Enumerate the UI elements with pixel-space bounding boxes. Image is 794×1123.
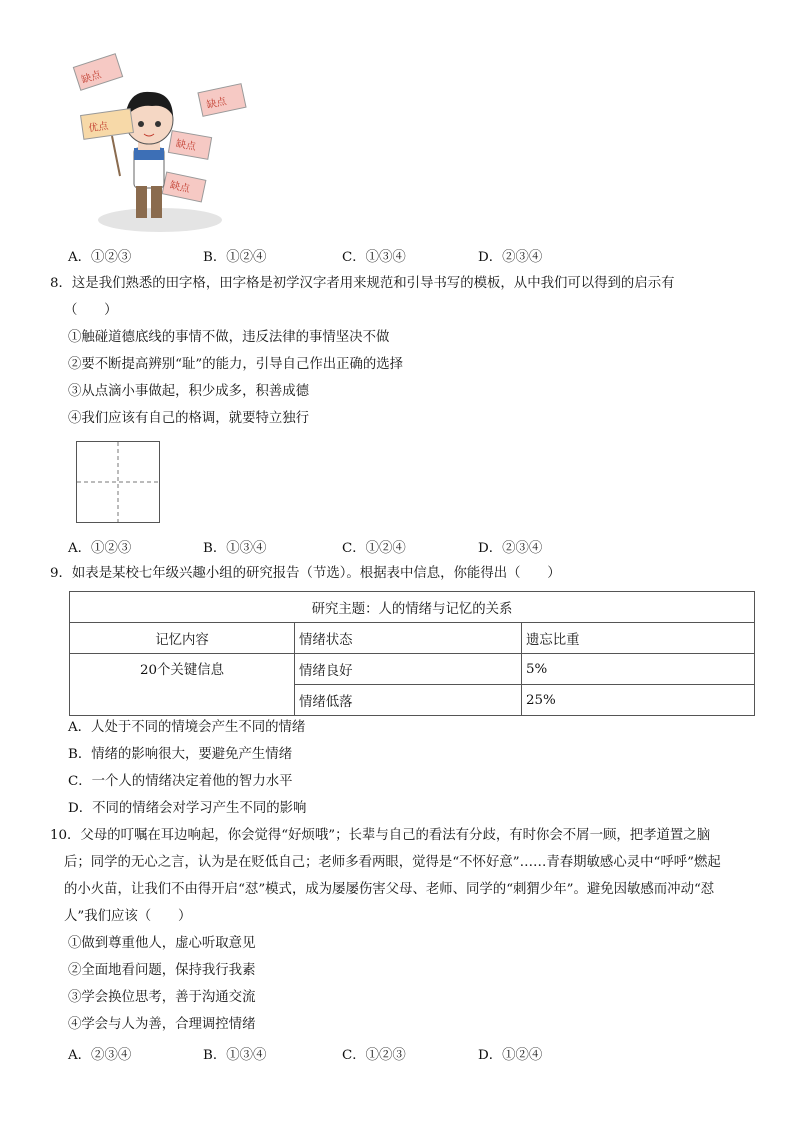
header-memory-content: 记忆内容 bbox=[70, 623, 295, 654]
cell-state-good: 情绪良好 bbox=[295, 654, 522, 685]
sign-top-left bbox=[73, 54, 122, 90]
q10-option-d[interactable]: D．①②④ bbox=[478, 1048, 543, 1063]
svg-text:缺点: 缺点 bbox=[168, 180, 191, 196]
q8-option-c[interactable]: C．①②④ bbox=[342, 541, 406, 556]
q10-stem-line4: 人”我们应该（ ） bbox=[64, 909, 192, 924]
q10-statement-3: ③学会换位思考，善于沟通交流 bbox=[68, 990, 256, 1005]
svg-text:缺点: 缺点 bbox=[80, 69, 103, 87]
q7-option-b[interactable]: B．①②④ bbox=[203, 250, 267, 265]
sign-right-bottom bbox=[162, 172, 206, 202]
q8-statement-3: ③从点滴小事做起，积少成多，积善成德 bbox=[68, 384, 310, 399]
q10-stem-line1: 10．父母的叮嘱在耳边响起，你会觉得“好烦哦”；长辈与自己的看法有分歧，有时你会不屑一顾，把孝道置之脑 bbox=[50, 828, 711, 843]
header-emotion-state: 情绪状态 bbox=[295, 623, 522, 654]
q10-statement-4: ④学会与人为善，合理调控情绪 bbox=[68, 1017, 256, 1032]
q8-option-b[interactable]: B．①③④ bbox=[203, 541, 267, 556]
q10-option-c[interactable]: C．①②③ bbox=[342, 1048, 406, 1063]
boy-with-signs-illustration bbox=[72, 48, 248, 236]
q10-statement-2: ②全面地看问题，保持我行我素 bbox=[68, 963, 256, 978]
q9-option-c[interactable]: C．一个人的情绪决定着他的智力水平 bbox=[68, 774, 293, 789]
sign-right-middle bbox=[168, 131, 211, 160]
q7-option-c[interactable]: C．①③④ bbox=[342, 250, 406, 265]
q10-stem-line3: 的小火苗，让我们不由得开启“怼”模式，成为屡屡伤害父母、老师、同学的“刺猬少年”。避免因敏感而冲动“怼 bbox=[64, 882, 715, 897]
q10-option-a[interactable]: A．②③④ bbox=[68, 1048, 132, 1063]
svg-text:缺点: 缺点 bbox=[205, 96, 228, 112]
table-title: 研究主题：人的情绪与记忆的关系 bbox=[70, 592, 755, 623]
q8-option-a[interactable]: A．①②③ bbox=[68, 541, 132, 556]
svg-text:优点: 优点 bbox=[87, 120, 110, 135]
cell-state-low: 情绪低落 bbox=[295, 685, 522, 716]
q9-option-b[interactable]: B．情绪的影响很大，要避免产生情绪 bbox=[68, 747, 293, 762]
q9-stem: 9．如表是某校七年级兴趣小组的研究报告（节选）。根据表中信息，你能得出（ ） bbox=[50, 566, 561, 581]
header-forget-ratio: 遗忘比重 bbox=[522, 623, 755, 654]
q8-statement-2: ②要不断提高辨别“耻”的能力，引导自己作出正确的选择 bbox=[68, 357, 404, 372]
q8-statement-1: ①触碰道德底线的事情不做，违反法律的事情坚决不做 bbox=[68, 330, 390, 345]
q7-option-a[interactable]: A．①②③ bbox=[68, 250, 132, 265]
research-report-table bbox=[69, 591, 755, 716]
q8-statement-4: ④我们应该有自己的格调，就要特立独行 bbox=[68, 411, 310, 426]
q8-option-d[interactable]: D．②③④ bbox=[478, 541, 543, 556]
cell-ratio-low: 25% bbox=[522, 685, 755, 716]
cell-ratio-good: 5% bbox=[522, 654, 755, 685]
q9-option-d[interactable]: D．不同的情绪会对学习产生不同的影响 bbox=[68, 801, 307, 816]
q10-stem-line2: 后；同学的无心之言，认为是在贬低自己；老师多看两眼，觉得是“不怀好意”……青春期敏感心灵中“呼呼”燃起 bbox=[64, 855, 721, 870]
q7-option-d[interactable]: D．②③④ bbox=[478, 250, 543, 265]
q8-stem-line1: 8．这是我们熟悉的田字格，田字格是初学汉字者用来规范和引导书写的模板，从中我们可以得到的启示有 bbox=[50, 276, 675, 291]
tian-zi-ge-grid bbox=[76, 441, 160, 523]
svg-text:缺点: 缺点 bbox=[174, 138, 197, 153]
q10-statement-1: ①做到尊重他人，虚心听取意见 bbox=[68, 936, 256, 951]
cell-memory-content: 20个关键信息 bbox=[70, 654, 295, 716]
q8-stem-line2: （ ） bbox=[64, 303, 118, 318]
sign-right-top bbox=[198, 84, 246, 117]
q9-option-a[interactable]: A．人处于不同的情境会产生不同的情绪 bbox=[68, 720, 306, 735]
q10-option-b[interactable]: B．①③④ bbox=[203, 1048, 267, 1063]
held-sign bbox=[81, 109, 134, 140]
